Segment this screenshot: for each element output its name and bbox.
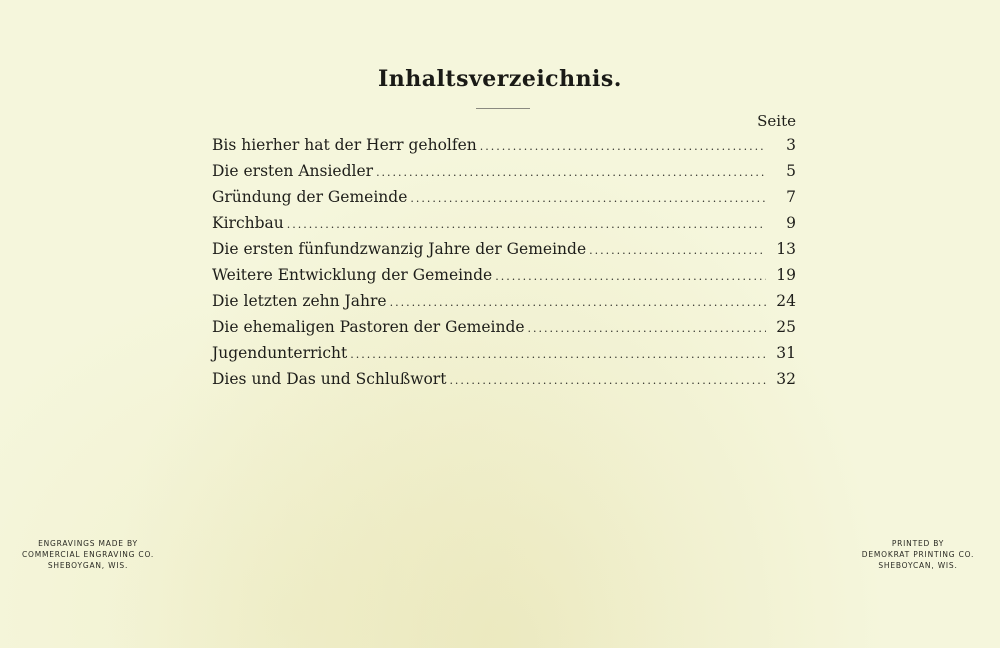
dot-leader [528, 316, 766, 342]
toc-entry[interactable] [212, 340, 796, 366]
dot-leader [410, 186, 766, 212]
toc-entry[interactable] [212, 132, 796, 158]
toc-entry-label: Jugendunterricht [212, 344, 348, 362]
toc-entry-label: Gründung der Gemeinde [212, 188, 408, 206]
toc-entry-label: Die ersten Ansiedler [212, 162, 374, 180]
toc-entry-page: 5 [786, 162, 796, 180]
imprint-line: COMMERCIAL ENGRAVING CO. [21, 550, 155, 559]
imprint-line: DEMOKRAT PRINTING CO. [861, 550, 975, 559]
dot-leader [350, 342, 766, 368]
toc-entry[interactable] [212, 158, 796, 184]
toc-entry-page: 7 [786, 188, 796, 206]
toc-entry-label: Die ersten fünfundzwanzig Jahre der Gemeinde [212, 240, 587, 258]
toc-entry[interactable] [212, 236, 796, 262]
engraver-imprint [0, 538, 176, 571]
title-divider [476, 108, 530, 109]
imprint-line: PRINTED BY [891, 539, 945, 548]
toc-entry-page: 32 [776, 370, 796, 388]
table-of-contents [212, 110, 796, 392]
dot-leader [376, 160, 766, 186]
toc-entry-page: 31 [776, 344, 796, 362]
toc-entry-label: Die ehemaligen Pastoren der Gemeinde [212, 318, 525, 336]
dot-leader [449, 368, 766, 394]
toc-entry-page: 19 [776, 266, 796, 284]
toc-entry-page: 9 [786, 214, 796, 232]
toc-entry-label: Weitere Entwicklung der Gemeinde [212, 266, 493, 284]
toc-entry-label: Die letzten zehn Jahre [212, 292, 387, 310]
dot-leader [390, 290, 766, 316]
toc-entry[interactable] [212, 288, 796, 314]
toc-entry-page: 24 [776, 292, 796, 310]
toc-entry[interactable] [212, 210, 796, 236]
toc-entry-label: Bis hierher hat der Herr geholfen [212, 136, 477, 154]
page-title: Inhaltsverzeichnis. [378, 66, 622, 92]
imprint-line: SHEBOYCAN, WIS. [878, 561, 958, 570]
dot-leader [287, 212, 766, 238]
toc-entry[interactable] [212, 262, 796, 288]
toc-entry-page: 25 [776, 318, 796, 336]
imprint-line: ENGRAVINGS MADE BY [38, 539, 138, 548]
toc-entry[interactable] [212, 184, 796, 210]
printer-imprint [830, 538, 1000, 571]
dot-leader [480, 134, 766, 160]
toc-entry-page: 3 [786, 136, 796, 154]
dot-leader [495, 264, 766, 290]
toc-entry[interactable] [212, 314, 796, 340]
toc-entry-page: 13 [776, 240, 796, 258]
toc-entry-label: Kirchbau [212, 214, 284, 232]
page-column-header: Seite [757, 112, 796, 130]
toc-entry[interactable] [212, 366, 796, 392]
toc-entry-label: Dies und Das und Schlußwort [212, 370, 447, 388]
dot-leader [589, 238, 766, 264]
imprint-line: SHEBOYGAN, WIS. [47, 561, 129, 570]
